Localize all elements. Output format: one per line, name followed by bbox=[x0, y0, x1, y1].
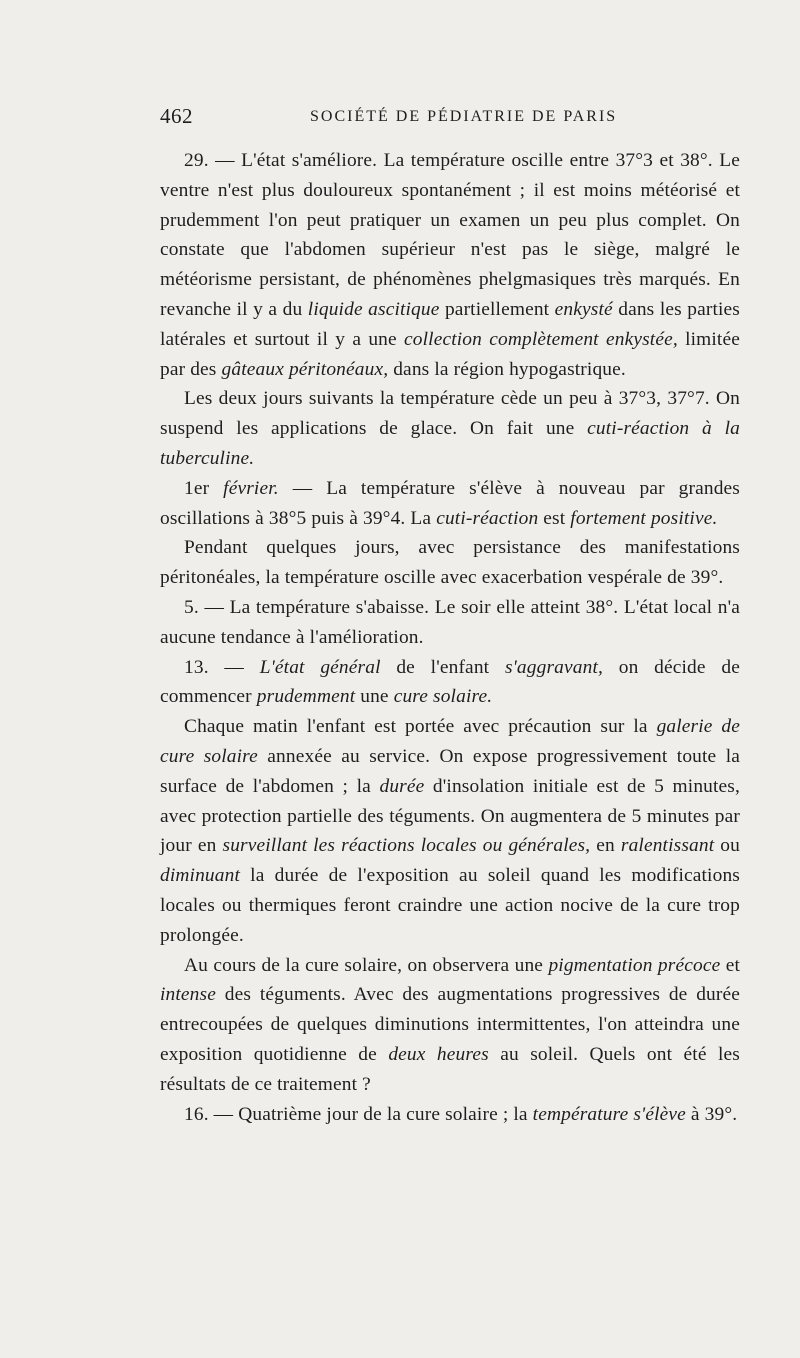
paragraph bbox=[160, 951, 740, 1100]
text-span: la durée de l'exposition au soleil quand les modifications locales ou thermiques feront craindre une action nocive de la cure trop prolongée. bbox=[160, 865, 740, 946]
text-span: Au cours de la cure solaire, on observera une bbox=[184, 954, 549, 976]
italic-text: diminuant bbox=[160, 865, 240, 887]
italic-text: cure solaire. bbox=[393, 686, 493, 708]
running-head bbox=[160, 104, 740, 134]
text-span: dans la région hypogastrique. bbox=[388, 358, 626, 380]
paragraph bbox=[160, 593, 740, 653]
text-span: ou bbox=[714, 835, 740, 857]
text-span: de l'enfant bbox=[380, 656, 505, 678]
text-span: on décide de commencer bbox=[160, 656, 740, 708]
italic-text: pigmentation précoce bbox=[548, 954, 721, 976]
italic-text: prudemment bbox=[256, 686, 356, 708]
text-span: à 39°. bbox=[685, 1103, 738, 1125]
italic-text: s'aggravant, bbox=[504, 656, 603, 678]
paragraph bbox=[160, 653, 740, 713]
journal-title: SOCIÉTÉ DE PÉDIATRIE DE PARIS bbox=[310, 108, 618, 125]
italic-text: fortement positive. bbox=[570, 507, 718, 529]
text-span: d'insolation initiale est de 5 minutes, avec protection partielle des téguments. On augmentera de 5 minutes par jour en bbox=[160, 775, 741, 857]
italic-text: durée bbox=[379, 775, 425, 797]
text-span: Pendant quelques jours, avec persistance des manifestations péritonéales, la température oscille avec exacerbation vespérale de 39°. bbox=[160, 537, 740, 589]
text-span: annexée au service. On expose progressivement toute la surface de l'abdomen ; la bbox=[160, 745, 740, 797]
text-span: des téguments. Avec des augmentations progressives de durée entrecoupées de quelques diminutions intermittentes, l'on atteindra une exposition quotidienne de bbox=[160, 984, 740, 1065]
text-span: partiellement bbox=[439, 298, 555, 320]
text-span: — La température s'élève à nouveau par grandes oscillations à 38°5 puis à 39°4. La bbox=[160, 477, 740, 529]
text-span: 1er bbox=[184, 477, 224, 499]
paragraph bbox=[160, 474, 740, 534]
italic-text: deux heures bbox=[388, 1043, 489, 1065]
text-span: Chaque matin l'enfant est portée avec précaution sur la bbox=[184, 716, 657, 738]
text-span: limitée par des bbox=[160, 328, 740, 380]
italic-text: ralentissant bbox=[620, 835, 715, 857]
italic-text: gâteaux péritonéaux, bbox=[221, 358, 389, 380]
text-span: et bbox=[720, 954, 740, 976]
page-number: 462 bbox=[160, 104, 193, 128]
paragraph bbox=[160, 146, 740, 384]
text-span: dans les parties latérales et surtout il y a une bbox=[160, 298, 740, 350]
paragraph bbox=[160, 533, 740, 593]
text-span: est bbox=[538, 507, 571, 529]
body-text bbox=[160, 146, 740, 1129]
text-span: en bbox=[590, 835, 621, 857]
italic-text: enkysté bbox=[554, 298, 613, 320]
italic-text: liquide ascitique bbox=[307, 298, 440, 320]
italic-text: cuti-réaction bbox=[436, 507, 539, 529]
italic-text: surveillant les réactions locales ou générales, bbox=[222, 835, 591, 857]
italic-text: température s'élève bbox=[532, 1103, 686, 1125]
italic-text: L'état général bbox=[259, 656, 381, 678]
paragraph bbox=[160, 1100, 740, 1130]
italic-text: février. bbox=[223, 477, 279, 499]
text-span: une bbox=[355, 686, 394, 708]
text-span: 16. — Quatrième jour de la cure solaire ; la bbox=[184, 1103, 533, 1125]
text-span: Les deux jours suivants la température cède un peu à 37°3, 37°7. On suspend les applications de glace. On fait une bbox=[160, 388, 740, 440]
text-span: 13. — bbox=[184, 656, 260, 678]
italic-text: galerie de cure solaire bbox=[160, 716, 741, 767]
text-span: 5. — La température s'abaisse. Le soir elle atteint 38°. L'état local n'a aucune tendance à l'amélioration. bbox=[160, 596, 740, 648]
text-span: 29. — L'état s'améliore. La température oscille entre 37°3 et 38°. Le ventre n'est plus douloureux spontanément ; il est moins météorisé et prudemment l'on peut pratiquer un examen un peu plus complet. On constate que l'abdomen supérieur n'est pas le siège, malgré le météorisme persistant, de phénomènes phelgmasiques très marqués. En revanche il y a du bbox=[160, 150, 740, 320]
paragraph bbox=[160, 384, 740, 473]
italic-text: collection complètement enkystée, bbox=[404, 328, 678, 350]
paragraph bbox=[160, 712, 740, 950]
italic-text: cuti-réaction à la tuberculine. bbox=[160, 418, 741, 469]
text-span: au soleil. Quels ont été les résultats de ce traitement ? bbox=[160, 1043, 740, 1095]
italic-text: intense bbox=[160, 984, 216, 1006]
